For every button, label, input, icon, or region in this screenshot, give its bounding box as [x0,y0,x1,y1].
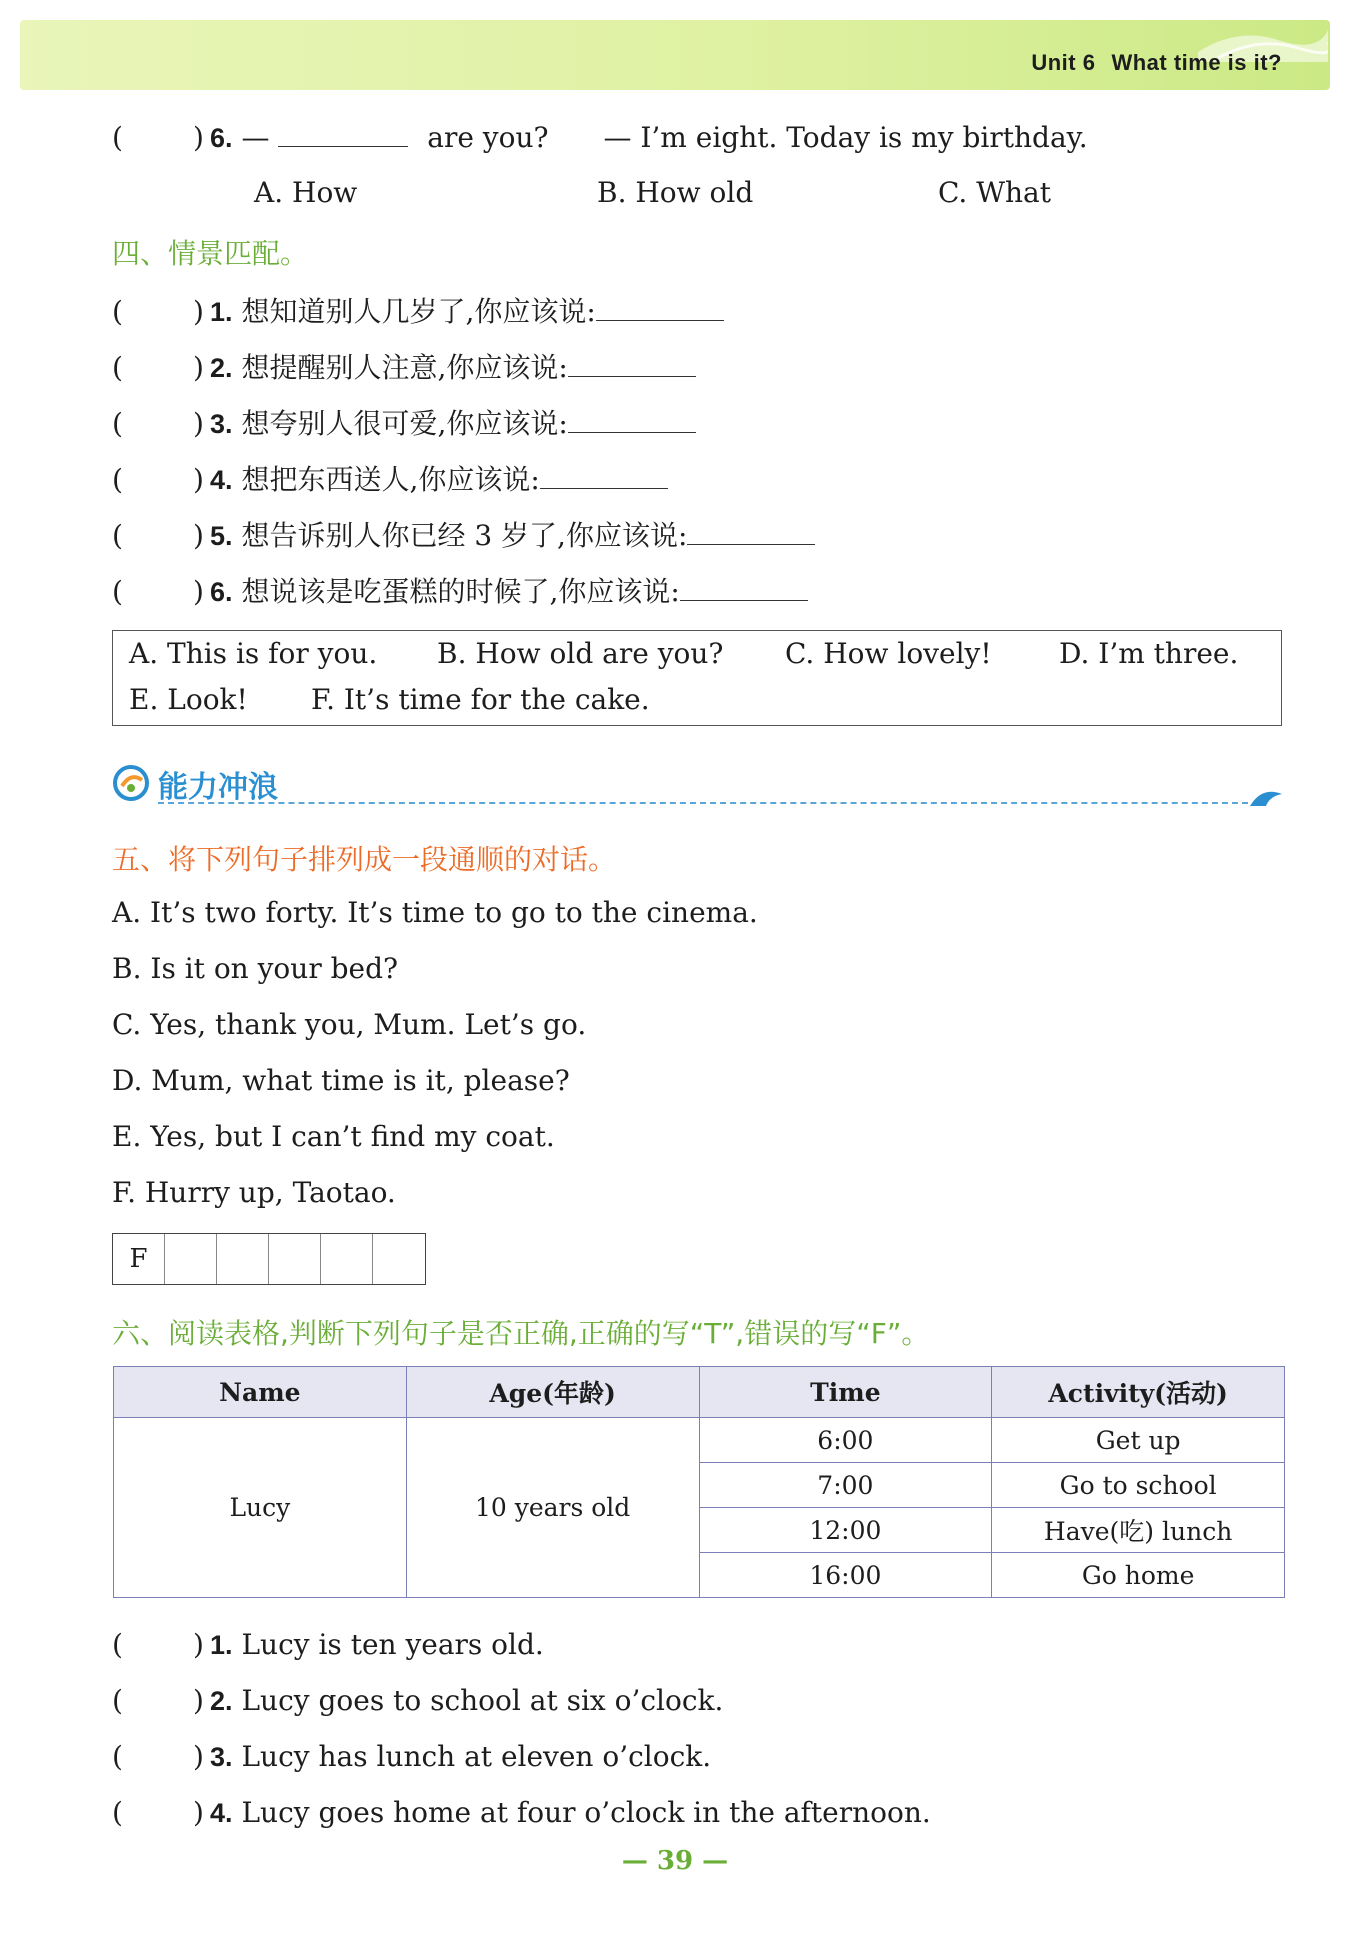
sentence-b: B. Is it on your bed? [112,952,399,985]
fill-blank[interactable] [680,574,808,601]
answer-paren[interactable]: ( ) [112,407,204,440]
cell-activity: Go to school [992,1463,1285,1508]
cell-time: 6:00 [699,1418,992,1463]
answer-paren[interactable]: ( ) [112,575,204,608]
s4-item-1: ( ) 1. 想知道别人几岁了,你应该说: [112,290,724,330]
unit-title: What time is it? [1111,50,1282,75]
section-5-title: 五、将下列句子排列成一段通顺的对话。 [112,843,617,876]
cell-time: 12:00 [699,1508,992,1553]
table-row [114,1418,1285,1463]
fill-blank[interactable] [687,518,815,545]
page-number: — 39 — [621,1846,729,1876]
answer-paren[interactable]: ( ) [112,463,204,496]
sentence-c: C. Yes, thank you, Mum. Let’s go. [112,1008,587,1041]
s6-item-3: ( ) 3. Lucy has lunch at eleven o’clock. [112,1740,712,1773]
choice-d: D. I’m three. [1059,637,1239,670]
order-cell-6[interactable] [373,1234,425,1284]
answer-paren[interactable]: ( ) [112,121,204,154]
sentence-d: D. Mum, what time is it, please? [112,1064,570,1097]
order-answer-box [112,1233,426,1285]
fill-blank[interactable] [540,462,668,489]
choice-e: E. Look! [129,683,248,716]
cell-time: 7:00 [699,1463,992,1508]
surf-logo-icon [112,764,150,802]
order-cell-2[interactable] [165,1234,217,1284]
cell-name: Lucy [114,1418,407,1598]
s6-item-4: ( ) 4. Lucy goes home at four o’clock in the afternoon. [112,1796,931,1829]
banner-title: 能力冲浪 [158,770,278,805]
cell-age: 10 years old [406,1418,699,1598]
choices-box [112,630,1282,726]
header-name: Name [114,1367,407,1418]
section-4-title: 四、情景匹配。 [112,237,309,270]
header-age: Age(年龄) [406,1367,699,1418]
banner-dashed-line [158,802,1248,804]
choice-a: A. This is for you. [129,637,378,670]
answer-paren[interactable]: ( ) [112,351,204,384]
fill-blank[interactable] [568,406,696,433]
schedule-table [113,1366,1285,1598]
choice-f: F. It’s time for the cake. [311,683,650,716]
cell-activity: Get up [992,1418,1285,1463]
order-cell-1: F [113,1234,165,1284]
section-6-title: 六、阅读表格,判断下列句子是否正确,正确的写“T”,错误的写“F”。 [112,1317,930,1350]
q6-option-b[interactable]: B. How old [597,176,754,209]
s6-item-1: ( ) 1. Lucy is ten years old. [112,1628,544,1661]
answer-paren[interactable]: ( ) [112,1684,204,1717]
q6-option-c[interactable]: C. What [938,176,1051,209]
cell-activity: Go home [992,1553,1285,1598]
answer-paren[interactable]: ( ) [112,1628,204,1661]
unit-label: Unit 6 [1031,50,1096,75]
header-time: Time [699,1367,992,1418]
s4-item-3: ( ) 3. 想夸别人很可爱,你应该说: [112,402,696,442]
answer-paren[interactable]: ( ) [112,1796,204,1829]
fill-blank[interactable] [596,294,724,321]
header-activity: Activity(活动) [992,1367,1285,1418]
sentence-e: E. Yes, but I can’t find my coat. [112,1120,555,1153]
wave-end-icon [1248,784,1284,810]
answer-paren[interactable]: ( ) [112,1740,204,1773]
s4-item-6: ( ) 6. 想说该是吃蛋糕的时候了,你应该说: [112,570,808,610]
ability-banner [112,762,1284,806]
question-number: 6. [210,123,233,153]
s4-item-2: ( ) 2. 想提醒别人注意,你应该说: [112,346,696,386]
sentence-a: A. It’s two forty. It’s time to go to the cinema. [112,896,758,929]
q6-option-a[interactable]: A. How [254,176,358,209]
page-header-title [1031,50,1282,76]
answer-paren[interactable]: ( ) [112,295,204,328]
fill-blank[interactable] [568,350,696,377]
cell-time: 16:00 [699,1553,992,1598]
s4-item-4: ( ) 4. 想把东西送人,你应该说: [112,458,668,498]
sentence-f: F. Hurry up, Taotao. [112,1176,396,1209]
choice-b: B. How old are you? [437,637,724,670]
s4-item-5: ( ) 5. 想告诉别人你已经 3 岁了,你应该说: [112,514,815,554]
s6-item-2: ( ) 2. Lucy goes to school at six o’clock. [112,1684,724,1717]
choice-c: C. How lovely! [785,637,992,670]
fill-blank[interactable] [278,120,408,147]
order-cell-4[interactable] [269,1234,321,1284]
answer-paren[interactable]: ( ) [112,519,204,552]
question-6: ( ) 6. — are you? — I’m eight. Today is my birthday. [112,121,1088,154]
order-cell-5[interactable] [321,1234,373,1284]
cell-activity: Have(吃) lunch [992,1508,1285,1553]
order-cell-3[interactable] [217,1234,269,1284]
